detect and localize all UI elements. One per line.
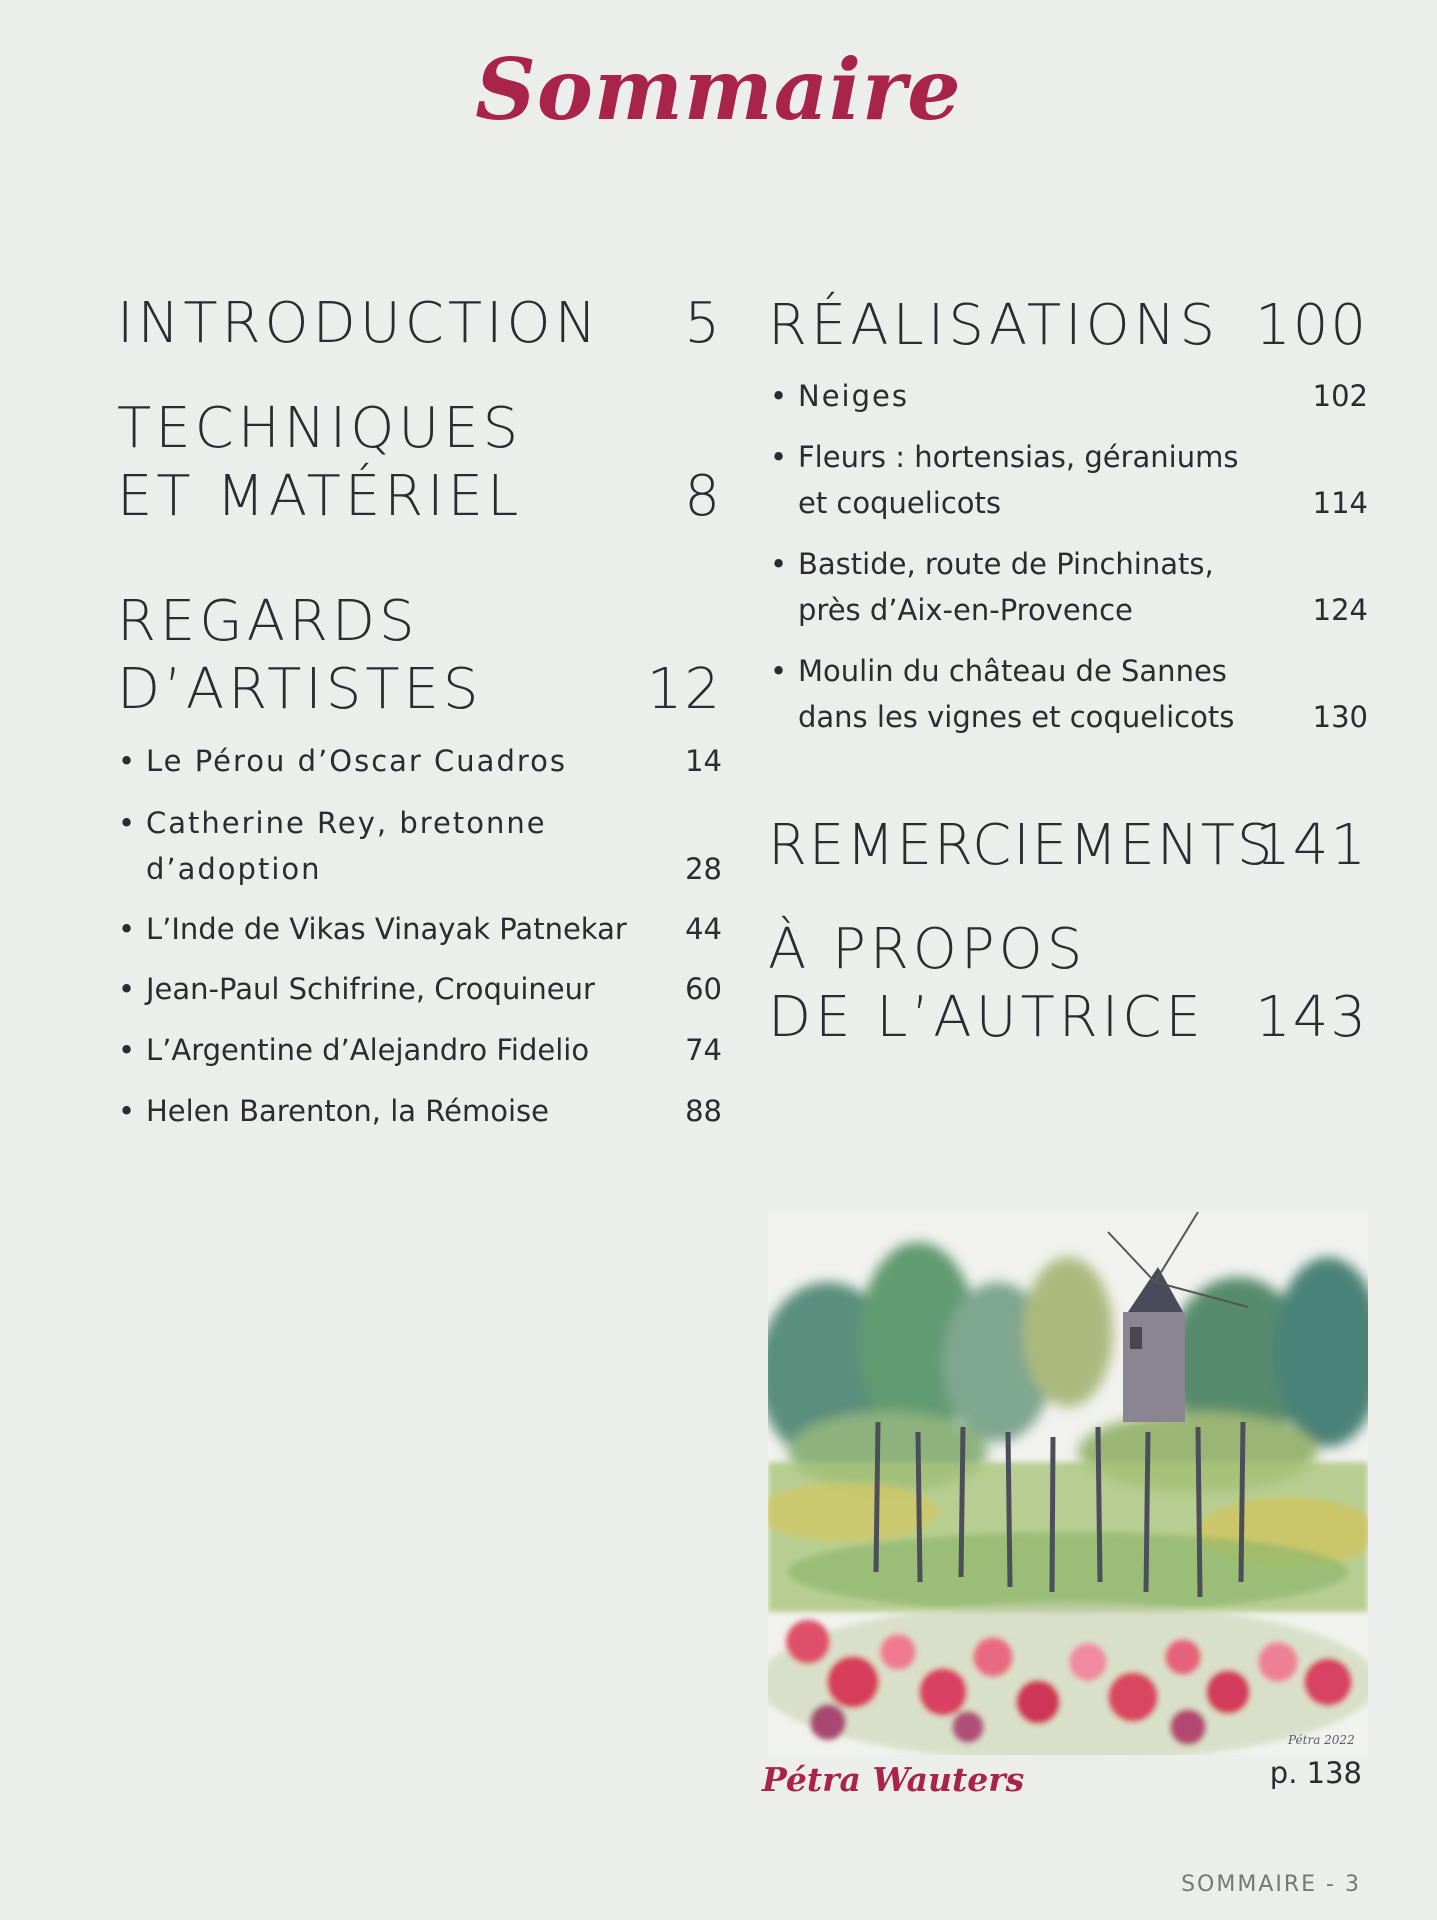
section-label: REMERCIEMENTS: [768, 813, 1275, 878]
bullet: •: [118, 912, 136, 946]
bullet: •: [770, 654, 788, 688]
section-page: 141: [1255, 813, 1368, 878]
item-page: 102: [1312, 379, 1368, 413]
item-label: Helen Barenton, la Rémoise: [146, 1094, 549, 1128]
section-label: RÉALISATIONS: [768, 293, 1220, 358]
painting-signature: Pétra 2022: [1288, 1733, 1355, 1747]
bullet: •: [118, 1094, 136, 1128]
toc-item[interactable]: [770, 434, 1368, 526]
section-page: 5: [684, 291, 722, 356]
page-title: Sommaire: [475, 40, 962, 139]
bullet: •: [770, 547, 788, 581]
toc-item[interactable]: [118, 966, 722, 1012]
toc-section-introduction[interactable]: [117, 290, 722, 358]
bullet: •: [118, 744, 136, 778]
toc-item[interactable]: [118, 1027, 722, 1073]
item-label: Jean-Paul Schifrine, Croquineur: [146, 972, 595, 1006]
item-label: L’Inde de Vikas Vinayak Patnekar: [146, 912, 627, 946]
item-label: Bastide, route de Pinchinats, près d’Aix-en-Provence: [798, 547, 1214, 627]
toc-item[interactable]: [118, 906, 722, 952]
item-page: 124: [1312, 593, 1368, 627]
item-label: Neiges: [798, 379, 909, 413]
bullet: •: [770, 379, 788, 413]
bullet: •: [770, 440, 788, 474]
toc-section-regards[interactable]: [117, 588, 722, 724]
section-label: TECHNIQUES ET MATÉRIEL: [117, 396, 523, 529]
toc-section-remerciements[interactable]: [768, 812, 1368, 880]
item-page: 114: [1312, 486, 1368, 520]
figure-caption: Pétra Wauters: [762, 1760, 1025, 1799]
item-page: 88: [685, 1094, 722, 1128]
section-page: 100: [1255, 293, 1368, 358]
section-page: 12: [646, 657, 722, 722]
item-page: 60: [685, 972, 722, 1006]
bullet: •: [118, 806, 136, 840]
item-page: 74: [685, 1033, 722, 1067]
item-label: Fleurs : hortensias, géraniums et coquelicots: [798, 440, 1239, 520]
item-label: L’Argentine d’Alejandro Fidelio: [146, 1033, 590, 1067]
toc-item[interactable]: [770, 541, 1368, 633]
toc-section-techniques[interactable]: [117, 395, 722, 531]
item-label: Catherine Rey, bretonne d’adoption: [146, 806, 547, 886]
footer-section: SOMMAIRE: [1181, 1872, 1318, 1897]
page-footer: [1181, 1872, 1361, 1897]
toc-section-realisations[interactable]: [768, 292, 1368, 360]
section-label: REGARDS D’ARTISTES: [117, 589, 483, 722]
item-label: Le Pérou d’Oscar Cuadros: [146, 744, 567, 778]
section-page: 143: [1255, 985, 1368, 1050]
footer-separator: -: [1317, 1872, 1345, 1897]
section-label: À PROPOS DE L’AUTRICE: [768, 917, 1205, 1050]
toc-item[interactable]: [118, 1088, 722, 1134]
item-label: Moulin du château de Sannes dans les vignes et coquelicots: [798, 654, 1235, 734]
item-page: 28: [685, 852, 722, 886]
windmill-vineyard-painting: [768, 1212, 1368, 1755]
footer-page-number: 3: [1345, 1872, 1361, 1897]
toc-item[interactable]: [770, 648, 1368, 740]
toc-section-apropos[interactable]: [768, 916, 1368, 1052]
toc-item[interactable]: [770, 373, 1368, 419]
toc-item[interactable]: [118, 800, 722, 892]
item-page: 14: [685, 744, 722, 778]
watercolor-illustration: [768, 1212, 1368, 1755]
item-page: 44: [685, 912, 722, 946]
section-label: INTRODUCTION: [117, 291, 601, 356]
section-page: 8: [684, 464, 722, 529]
bullet: •: [118, 1033, 136, 1067]
toc-item[interactable]: [118, 738, 722, 784]
figure-page-ref: p. 138: [1269, 1756, 1362, 1790]
bullet: •: [118, 972, 136, 1006]
item-page: 130: [1312, 700, 1368, 734]
